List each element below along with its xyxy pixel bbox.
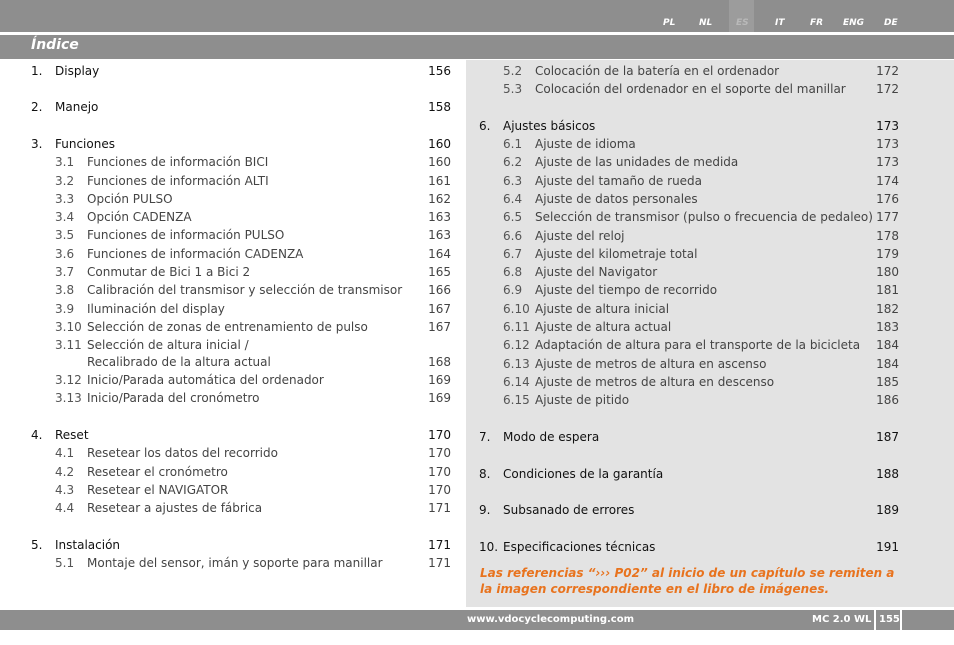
toc-entry[interactable] [0, 467, 954, 482]
toc-entry[interactable] [0, 503, 954, 518]
toc-entry-title: Inicio/Parada del cronómetro [87, 391, 260, 405]
toc-entry-page: 169 [428, 373, 451, 387]
toc-entry-number: 6.13 [503, 357, 530, 371]
lang-tab-pl[interactable]: PL [663, 18, 676, 28]
image-reference-note: Las referencias “››› P02” al inicio de un capítulo se remiten a la imagen correspondiente en el libro de imágenes. [480, 566, 895, 596]
toc-entry-page: 173 [876, 155, 899, 169]
toc-entry-number: 3.8 [55, 283, 75, 297]
toc-entry-page: 163 [428, 210, 451, 224]
toc-entry-page: 170 [428, 446, 451, 460]
toc-entry-number: 3.12 [55, 373, 82, 387]
toc-entry-number: 7. [479, 430, 491, 444]
toc-entry-title: Ajuste de altura actual [535, 320, 672, 334]
footer-url-link[interactable]: www.vdocyclecomputing.com [467, 614, 635, 625]
toc-entry-title: Montaje del sensor, imán y soporte para manillar [87, 556, 383, 570]
toc-entry-number: 3.10 [55, 320, 82, 334]
toc-entry-title: Ajuste de metros de altura en ascenso [535, 357, 767, 371]
toc-entry[interactable] [0, 393, 954, 408]
toc-entry-number: 4.2 [55, 465, 75, 479]
toc-entry-page: 189 [876, 503, 899, 517]
toc-entry-title: Ajuste de las unidades de medida [535, 155, 739, 169]
title-bar [0, 34, 954, 59]
toc-entry-number: 3.5 [55, 228, 75, 242]
toc-entry-page: 168 [428, 355, 451, 369]
toc-entry-title: Condiciones de la garantía [503, 467, 664, 481]
toc-entry-number: 1. [31, 64, 43, 78]
toc-entry-page: 164 [428, 247, 451, 261]
toc-entry-number: 6.2 [503, 155, 523, 169]
toc-entry-title: Iluminación del display [87, 302, 225, 316]
toc-entry-number: 6.1 [503, 137, 523, 151]
toc-entry[interactable] [0, 155, 954, 170]
toc-entry[interactable] [0, 82, 954, 97]
bottom-margin [0, 631, 954, 645]
toc-entry-number: 4.1 [55, 446, 75, 460]
language-bar [0, 0, 954, 32]
toc-entry-page: 181 [876, 283, 899, 297]
toc-entry-number: 6.3 [503, 174, 523, 188]
toc-entry-page: 188 [876, 467, 899, 481]
toc-entry-page: 183 [876, 320, 899, 334]
toc-entry-number: 6.10 [503, 302, 530, 316]
toc-entry[interactable] [0, 338, 954, 353]
toc-entry-title: Selección de zonas de entrenamiento de pulso [87, 320, 368, 334]
footer-divider [874, 610, 876, 631]
toc-entry-number: 6.4 [503, 192, 523, 206]
toc-entry-page: 184 [876, 357, 899, 371]
toc-entry-page: 171 [428, 556, 451, 570]
toc-entry-page: 186 [876, 393, 899, 407]
toc-entry-title: Reset [55, 428, 89, 442]
toc-entry-title: Selección de altura inicial / [87, 338, 249, 352]
toc-entry-title: Especificaciones técnicas [503, 540, 656, 554]
toc-entry-title: Ajuste de datos personales [535, 192, 698, 206]
toc-entry-title: Colocación de la batería en el ordenador [535, 64, 780, 78]
toc-entry-number: 3.1 [55, 155, 75, 169]
toc-entry-page: 163 [428, 228, 451, 242]
toc-entry-title: Funciones de información ALTI [87, 174, 269, 188]
toc-entry[interactable] [0, 119, 954, 134]
toc-entry-page: 167 [428, 320, 451, 334]
toc-entry-page: 172 [876, 64, 899, 78]
toc-entry-page: 180 [876, 265, 899, 279]
toc-entry-title: Calibración del transmisor y selección de transmisor [87, 283, 403, 297]
toc-entry-title: Funciones de información BICI [87, 155, 269, 169]
toc-entry-title: Opción CADENZA [87, 210, 192, 224]
toc-entry-number: 6.8 [503, 265, 523, 279]
toc-entry-page: 173 [876, 137, 899, 151]
toc-entry-title: Opción PULSO [87, 192, 173, 206]
toc-entry-page: 182 [876, 302, 899, 316]
toc-entry-number: 6. [479, 119, 491, 133]
toc-entry-page: 156 [428, 64, 451, 78]
toc-entry-title: Modo de espera [503, 430, 600, 444]
toc-entry[interactable] [0, 229, 954, 244]
toc-entry[interactable] [0, 265, 954, 280]
toc-entry-title: Recalibrado de la altura actual [87, 355, 271, 369]
toc-entry[interactable] [0, 430, 954, 445]
toc-entry-title: Ajuste del tiempo de recorrido [535, 283, 718, 297]
toc-entry[interactable] [0, 210, 954, 225]
toc-entry-page: 172 [876, 82, 899, 96]
toc-entry-page: 174 [876, 174, 899, 188]
toc-entry-page: 170 [428, 483, 451, 497]
toc-entry-page: 170 [428, 465, 451, 479]
toc-entry-title: Subsanado de errores [503, 503, 635, 517]
toc-entry-title: Funciones de información PULSO [87, 228, 285, 242]
toc-entry-title: Resetear el NAVIGATOR [87, 483, 229, 497]
toc-entry-page: 176 [876, 192, 899, 206]
toc-entry-title: Selección de transmisor (pulso o frecuencia de pedaleo) [535, 210, 873, 224]
toc-entry-page: 171 [428, 538, 451, 552]
toc-entry-number: 3.2 [55, 174, 75, 188]
page-title: Índice [31, 37, 79, 53]
toc-entry-title: Colocación del ordenador en el soporte del manillar [535, 82, 846, 96]
toc-entry[interactable] [0, 64, 954, 79]
toc-entry-title: Ajuste de pitido [535, 393, 630, 407]
toc-entry[interactable] [0, 302, 954, 317]
toc-entry-number: 5.1 [55, 556, 75, 570]
toc-entry-title: Ajustes básicos [503, 119, 596, 133]
toc-entry-number: 8. [479, 467, 491, 481]
lang-tab-it[interactable]: IT [775, 18, 785, 28]
toc-entry-number: 3.7 [55, 265, 75, 279]
toc-entry-title: Ajuste de altura inicial [535, 302, 670, 316]
toc-entry-page: 179 [876, 247, 899, 261]
toc-entry-number: 6.11 [503, 320, 530, 334]
toc-entry-title: Resetear los datos del recorrido [87, 446, 278, 460]
toc-entry-page: 170 [428, 428, 451, 442]
toc-entry[interactable] [0, 283, 954, 298]
toc-entry-number: 3.9 [55, 302, 75, 316]
toc-entry-page: 178 [876, 229, 899, 243]
toc-entry-page: 165 [428, 265, 451, 279]
toc-entry-number: 6.14 [503, 375, 530, 389]
toc-entry-page: 158 [428, 100, 451, 114]
toc-entry-number: 2. [31, 100, 43, 114]
toc-entry[interactable] [0, 137, 954, 152]
toc-entry-title: Funciones de información CADENZA [87, 247, 304, 261]
toc-entry-title: Funciones [55, 137, 115, 151]
toc-entry-number: 6.5 [503, 210, 523, 224]
toc-entry-number: 4.3 [55, 483, 75, 497]
lang-tab-es[interactable]: ES [736, 18, 749, 28]
toc-entry[interactable] [0, 192, 954, 207]
toc-entry[interactable] [0, 247, 954, 262]
toc-entry-title: Display [55, 64, 100, 78]
toc-entry[interactable] [0, 446, 954, 461]
toc-entry[interactable] [0, 357, 954, 372]
toc-entry-number: 3.3 [55, 192, 75, 206]
toc-entry-number: 6.9 [503, 283, 523, 297]
toc-entry-title: Resetear el cronómetro [87, 465, 228, 479]
toc-entry-page: 166 [428, 283, 451, 297]
lang-tab-fr[interactable]: FR [810, 18, 824, 28]
toc-entry-page: 185 [876, 375, 899, 389]
toc-entry-page: 187 [876, 430, 899, 444]
toc-entry-title: Inicio/Parada automática del ordenador [87, 373, 324, 387]
toc-entry-title: Ajuste del tamaño de rueda [535, 174, 703, 188]
toc-entry-page: 184 [876, 338, 899, 352]
toc-entry-page: 160 [428, 155, 451, 169]
toc-entry-page: 177 [876, 210, 899, 224]
toc-entry[interactable] [0, 375, 954, 390]
toc-entry-title: Adaptación de altura para el transporte de la bicicleta [535, 338, 861, 352]
lang-tab-nl[interactable]: NL [699, 18, 713, 28]
toc-entry-title: Ajuste del Navigator [535, 265, 658, 279]
toc-entry-page: 171 [428, 501, 451, 515]
toc-entry-number: 9. [479, 503, 491, 517]
toc-entry-page: 162 [428, 192, 451, 206]
toc-entry-number: 4.4 [55, 501, 75, 515]
toc-entry-number: 3. [31, 137, 43, 151]
footer-bar [0, 609, 954, 630]
toc-entry[interactable] [0, 174, 954, 189]
toc-entry-title: Ajuste de idioma [535, 137, 636, 151]
toc-entry-page: 169 [428, 391, 451, 405]
footer-model: MC 2.0 WL [812, 614, 872, 625]
footer-divider [900, 610, 902, 631]
toc-entry-number: 5.3 [503, 82, 523, 96]
toc-entry-page: 191 [876, 540, 899, 554]
toc-entry-page: 167 [428, 302, 451, 316]
toc-entry[interactable] [0, 320, 954, 335]
toc-entry-number: 5. [31, 538, 43, 552]
toc-entry-title: Manejo [55, 100, 99, 114]
toc-entry-number: 6.6 [503, 229, 523, 243]
toc-entry-page: 161 [428, 174, 451, 188]
toc-entry-number: 10. [479, 540, 499, 554]
toc-entry-number: 4. [31, 428, 43, 442]
toc-entry-number: 3.11 [55, 338, 82, 352]
lang-tab-eng[interactable]: ENG [843, 18, 865, 28]
toc-entry-number: 6.7 [503, 247, 523, 261]
toc-entry-title: Ajuste del reloj [535, 229, 625, 243]
footer-page-number: 155 [879, 614, 900, 625]
toc-entry-title: Ajuste del kilometraje total [535, 247, 698, 261]
toc-entry-number: 3.13 [55, 391, 82, 405]
toc-entry-page: 160 [428, 137, 451, 151]
toc-entry[interactable] [0, 540, 954, 555]
toc-entry-number: 6.15 [503, 393, 530, 407]
toc-entry-title: Resetear a ajustes de fábrica [87, 501, 263, 515]
lang-tab-de[interactable]: DE [884, 18, 898, 28]
toc-entry-number: 3.6 [55, 247, 75, 261]
toc-entry-title: Conmutar de Bici 1 a Bici 2 [87, 265, 251, 279]
toc-entry[interactable] [0, 100, 954, 115]
toc-entry-page: 173 [876, 119, 899, 133]
toc-entry[interactable] [0, 483, 954, 498]
toc-entry-number: 5.2 [503, 64, 523, 78]
toc-entry-number: 6.12 [503, 338, 530, 352]
toc-entry-title: Instalación [55, 538, 121, 552]
toc-entry-title: Ajuste de metros de altura en descenso [535, 375, 775, 389]
toc-entry-number: 3.4 [55, 210, 75, 224]
